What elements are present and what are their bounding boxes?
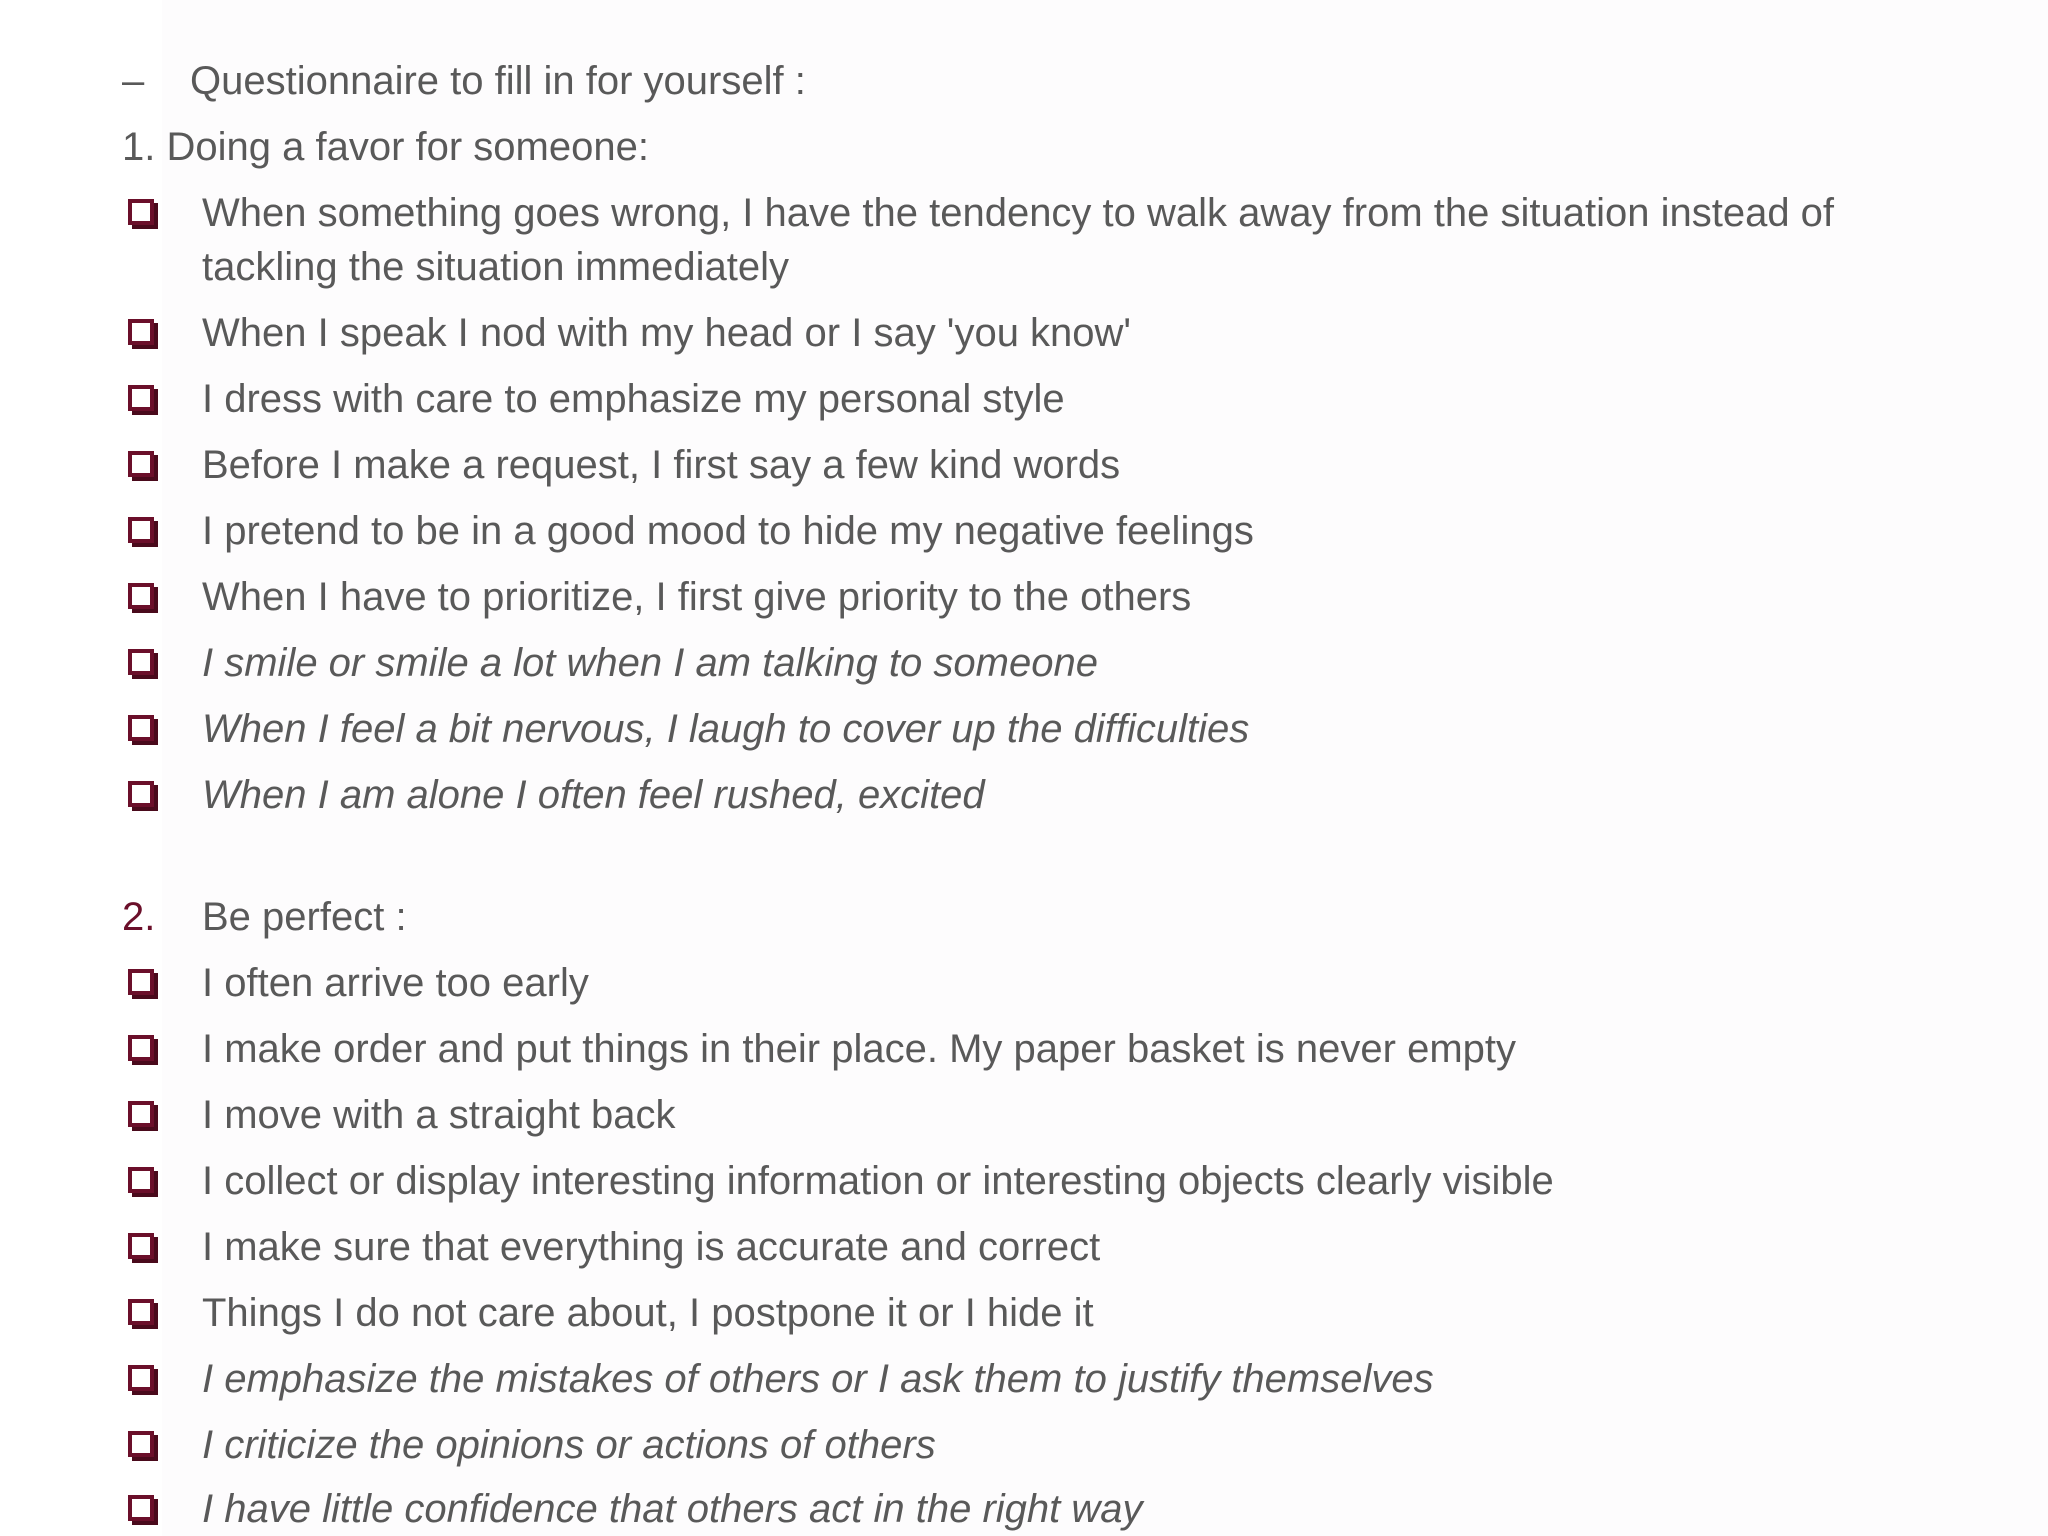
checkbox[interactable] — [128, 1035, 154, 1061]
item-text: When I speak I nod with my head or I say 'you know' — [202, 311, 1132, 355]
checkbox[interactable] — [128, 781, 154, 807]
section1-heading: 1. Doing a favor for someone: — [122, 125, 649, 169]
checkbox[interactable] — [128, 319, 154, 345]
item-text: I smile or smile a lot when I am talking to someone — [202, 641, 1098, 685]
checkbox[interactable] — [128, 451, 154, 477]
checkbox[interactable] — [128, 1365, 154, 1391]
item-text: I often arrive too early — [202, 961, 589, 1005]
checkbox[interactable] — [128, 715, 154, 741]
item-text: I move with a straight back — [202, 1093, 676, 1137]
item-text: I make sure that everything is accurate and correct — [202, 1225, 1101, 1269]
item-text: When something goes wrong, I have the tendency to walk away from the situation instead of — [202, 191, 1835, 235]
checkbox[interactable] — [128, 385, 154, 411]
checkbox[interactable] — [128, 649, 154, 675]
checkbox[interactable] — [128, 199, 154, 225]
item-text-continued: tackling the situation immediately — [202, 245, 789, 289]
item-text: Things I do not care about, I postpone it or I hide it — [202, 1291, 1094, 1335]
item-text: I dress with care to emphasize my personal style — [202, 377, 1065, 421]
checkbox[interactable] — [128, 1167, 154, 1193]
intro-text: Questionnaire to fill in for yourself : — [190, 59, 806, 103]
item-text: I make order and put things in their place. My paper basket is never empty — [202, 1027, 1517, 1071]
section2-heading: Be perfect : — [202, 895, 407, 939]
checkbox[interactable] — [128, 1431, 154, 1457]
checkbox[interactable] — [128, 1299, 154, 1325]
item-text: I have little confidence that others act in the right way — [202, 1487, 1143, 1531]
item-text: When I feel a bit nervous, I laugh to cover up the difficulties — [202, 707, 1250, 751]
intro-dash: – — [122, 59, 145, 103]
checkbox[interactable] — [128, 1101, 154, 1127]
checkbox[interactable] — [128, 1233, 154, 1259]
item-text: When I have to prioritize, I first give priority to the others — [202, 575, 1192, 619]
section2-number: 2. — [122, 895, 156, 939]
checkbox[interactable] — [128, 969, 154, 995]
item-text: I collect or display interesting information or interesting objects clearly visible — [202, 1159, 1554, 1203]
checkbox[interactable] — [128, 583, 154, 609]
checkbox[interactable] — [128, 1495, 154, 1521]
item-text: When I am alone I often feel rushed, excited — [202, 773, 985, 817]
item-text: I criticize the opinions or actions of others — [202, 1423, 936, 1467]
item-text: I emphasize the mistakes of others or I ask them to justify themselves — [202, 1357, 1434, 1401]
checkbox[interactable] — [128, 517, 154, 543]
item-text: I pretend to be in a good mood to hide my negative feelings — [202, 509, 1254, 553]
item-text: Before I make a request, I first say a few kind words — [202, 443, 1121, 487]
